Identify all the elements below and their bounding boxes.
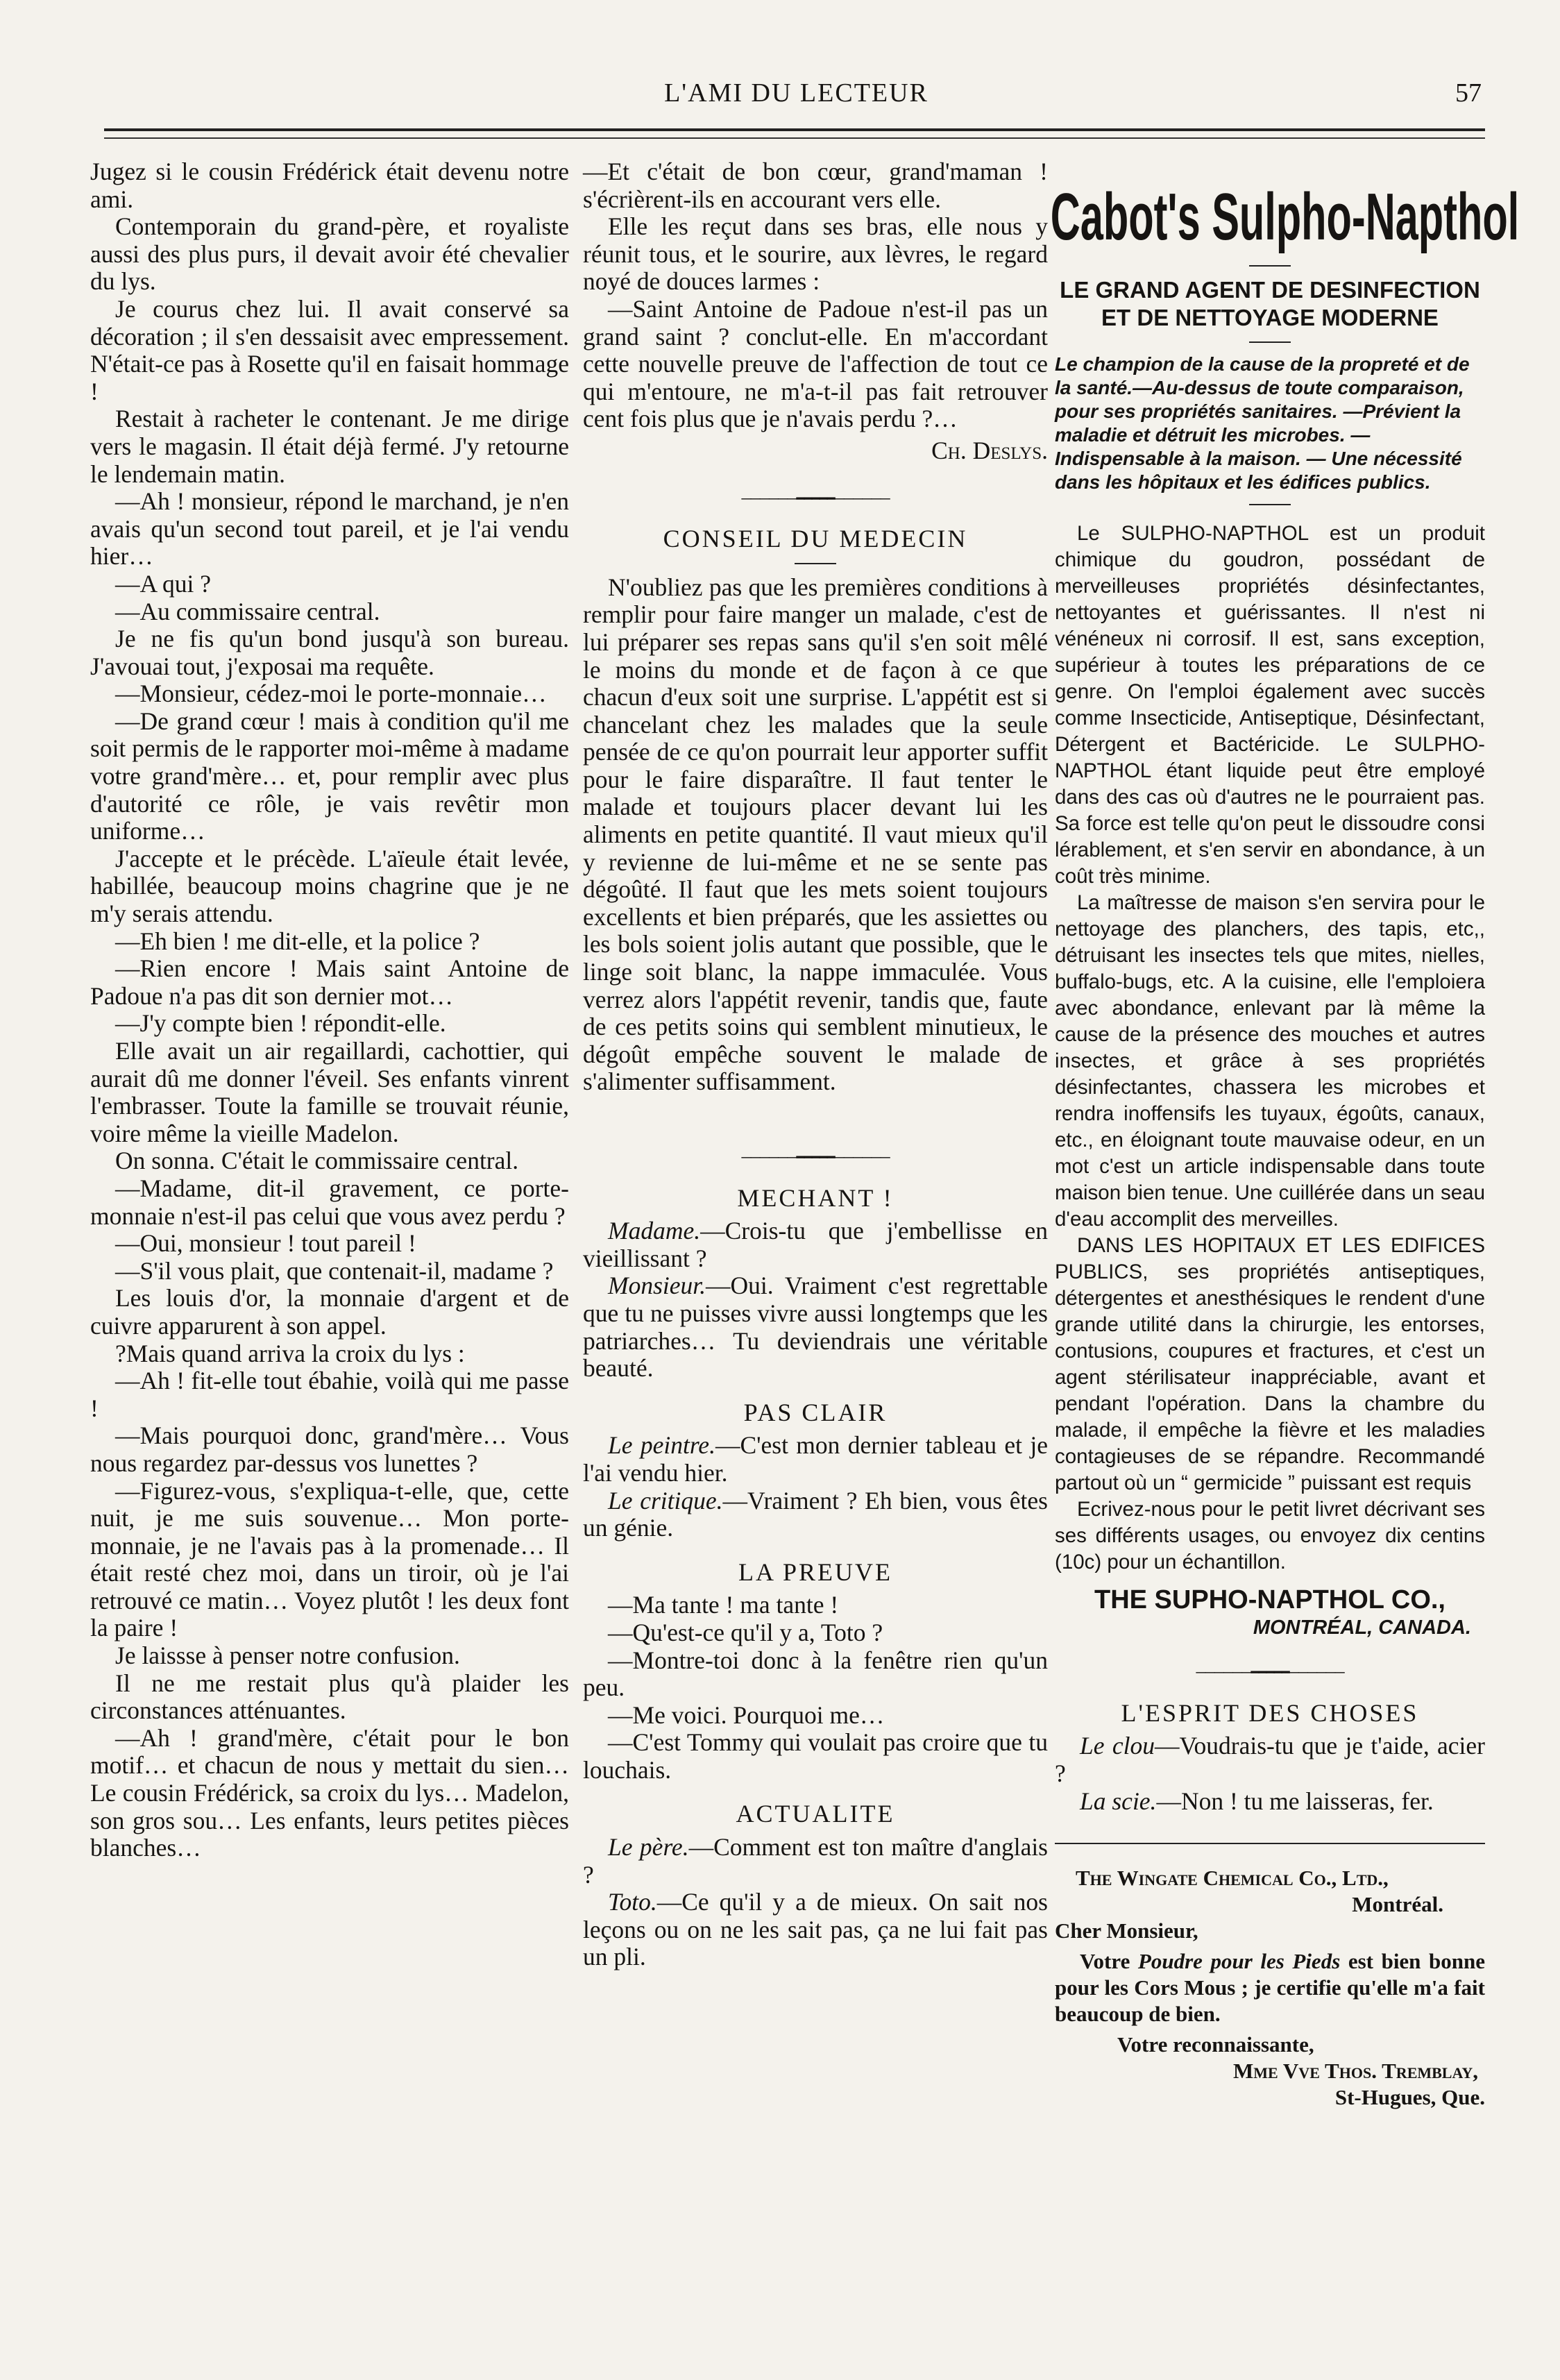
pasclair-line-1: Le peintre.—C'est mon dernier tableau et je l'ai vendu hier.: [583, 1431, 1048, 1487]
paragraph: Les louis d'or, la monnaie d'argent et de cuivre apparurent à son appel.: [90, 1284, 569, 1340]
testimonial-signer-city: St-Hugues, Que.: [1334, 2085, 1485, 2110]
speaker: Le clou: [1080, 1732, 1155, 1760]
paragraph: Je laissse à penser notre confusion.: [115, 1641, 460, 1670]
section-divider: [1055, 1843, 1485, 1844]
speaker: Toto.: [608, 1888, 657, 1916]
paragraph: —A qui ?: [115, 569, 212, 598]
speaker: La scie.: [1080, 1787, 1157, 1815]
paragraph: —Au commissaire central.: [115, 597, 380, 625]
mechant-line-1: Madame.—Crois-tu que j'embellisse en vieillissant ?: [583, 1217, 1048, 1272]
paragraph: —Ma tante ! ma tante !: [608, 1591, 839, 1619]
actualite-line-1: Le père.—Comment est ton maître d'anglais ?: [583, 1833, 1048, 1889]
paragraph: —Montre-toi donc à la fenêtre rien qu'un peu.: [583, 1646, 1048, 1702]
paragraph: —Me voici. Pourquoi me…: [608, 1700, 885, 1729]
running-title: L'AMI DU LECTEUR: [664, 78, 929, 108]
title-underline: [1249, 265, 1291, 267]
paragraph: La maîtresse de maison s'en servira pour le nettoyage des planchers, des tapis, etc,, détruisant les insectes tels que mites, nielles, buffalo-bugs, etc. A la cuisine, elle l'emploiera avec abondance, enlevant par là même la cause de la présence des mouches et autres insectes, et grâce à ses propriétés désinfectantes, chassera les microbes et rendra inoffensifs les tuyaux, égoûts, canaux, etc., en éloignant toute mauvaise odeur, en un mot c'est un article indispensable dans toute maison bien tenue. Une cuillérée dans un seau d'eau accomplit des merveilles.: [1055, 891, 1485, 1231]
paragraph: Elle avait un air regaillardi, cachottier, qui aurait dû me donner l'éveil. Ses enfants vinrent l'embrasser. Toute la famille se trouvait réunie, voire même la vieille Madelon.: [90, 1037, 569, 1147]
story-column-left: [90, 158, 569, 1862]
paragraph: J'accepte et le précède. L'aïeule était levée, habillée, beaucoup moins chagrine que je ne m'y serais attendu.: [90, 844, 569, 928]
paragraph: —Monsieur, cédez-moi le porte-monnaie…: [115, 680, 547, 708]
paragraph: —Et c'était de bon cœur, grand'maman ! s'écrièrent-ils en accourant vers elle.: [583, 158, 1048, 213]
ad-city: MONTRÉAL, CANADA.: [1253, 1616, 1471, 1639]
testimonial-signer: Mme Vve Thos. Tremblay,: [1233, 2059, 1478, 2084]
section-ornament: ──────━━━━━──────: [741, 1150, 890, 1165]
ad-lead: Le champion de la cause de la propreté et de la santé.—Au-dessus de toute comparaison, pour ses propriétés sanitaires. —Prévient la maladie et détruit les microbes. — Indispensable à la maison. — Une nécessité dans les hôpitaux et les édifices publics.: [1055, 353, 1470, 493]
advert-column: [1050, 158, 1520, 2111]
speaker: Le critique.: [608, 1486, 723, 1514]
section-ornament: ──────━━━━━──────: [741, 491, 890, 507]
title-underline: [795, 563, 836, 564]
paragraph: Elle les reçut dans ses bras, elle nous y réunit tous, et le sourire, aux lèvres, le regard noyé de douces larmes :: [583, 212, 1048, 296]
pasclair-title: PAS CLAIR: [743, 1398, 888, 1426]
page-number: 57: [1455, 78, 1482, 108]
paragraph: —Madame, dit-il gravement, ce porte-monnaie n'est-il pas celui que vous avez perdu ?: [90, 1174, 569, 1230]
esprit-line-1: Le clou—Voudrais-tu que je t'aide, acier ?: [1055, 1732, 1486, 1787]
page-header: [104, 78, 1489, 119]
section-ornament: ──────━━━━━──────: [1196, 1665, 1344, 1681]
mechant-title: MECHANT !: [737, 1183, 894, 1212]
header-rule-thick: [104, 128, 1485, 131]
paragraph: —Saint Antoine de Padoue n'est-il pas un grand saint ? conclut-elle. En m'accordant cette nouvelle preuve de l'affection de tout ce qui m'entoure, ne m'a-t-il pas fait retrouver cent fois plus que je n'avais perdu ?…: [583, 294, 1048, 433]
conseil-title: CONSEIL DU MEDECIN: [663, 525, 968, 553]
ad-company: THE SUPHO-NAPTHOL CO.,: [1094, 1585, 1445, 1614]
paragraph: —Figurez-vous, s'expliqua-t-elle, que, cette nuit, je me suis souvenue… Mon porte-monnaie, je ne l'avais pas à la promenade… Il était resté chez moi, dans un tiroir, où je l'ai retrouvé ce matin… Voyez plutôt ! les deux font la paire !: [90, 1476, 569, 1642]
speaker: Le peintre.: [608, 1431, 715, 1460]
paragraph: Je courus chez lui. Il avait conservé sa décoration ; il s'en dessaisit avec empressement. N'était-ce pas à Rosette qu'il en faisait hommage !: [90, 294, 570, 405]
brand-logo: Cabot's Sulpho-Napthol: [1050, 180, 1520, 254]
mechant-line-2: Monsieur.—Oui. Vraiment c'est regrettable que tu ne puisses vivre aussi longtemps que les patriarches… Tu deviendrais une véritable beauté.: [583, 1272, 1048, 1383]
paragraph: —Eh bien ! me dit-elle, et la police ?: [115, 927, 480, 955]
preuve-title: LA PREUVE: [738, 1558, 892, 1586]
paragraph: Il ne me restait plus qu'à plaider les circonstances atténuantes.: [90, 1669, 569, 1725]
testimonial: [1055, 1865, 1485, 2111]
testimonial-closing: Votre reconnaissante,: [1117, 2032, 1314, 2057]
paragraph: ?Mais quand arriva la croix du lys :: [115, 1339, 465, 1367]
paragraph: Jugez si le cousin Frédérick était devenu notre ami.: [90, 158, 569, 213]
paragraph: Contemporain du grand-père, et royaliste aussi des plus purs, il devait avoir été chevalier du lys.: [90, 212, 569, 296]
title-underline: [1249, 341, 1291, 343]
story-conclusion: [583, 158, 1048, 433]
paragraph: —Ah ! fit-elle tout ébahie, voilà qui me passe !: [90, 1367, 569, 1422]
actualite-line-2: Toto.—Ce qu'il y a de mieux. On sait nos leçons ou on ne les sait pas, ça ne lui fait pas un pli.: [583, 1888, 1048, 1971]
paragraph: —Mais pourquoi donc, grand'mère… Vous nous regardez par-dessus vos lunettes ?: [90, 1421, 569, 1477]
paragraph: —S'il vous plait, que contenait-il, madame ?: [115, 1256, 554, 1285]
header-rule-thin: [104, 137, 1485, 139]
paragraph: —Oui, monsieur ! tout pareil !: [115, 1229, 416, 1258]
paragraph: —Rien encore ! Mais saint Antoine de Padoue n'a pas dit son dernier mot…: [90, 954, 569, 1010]
paragraph: Restait à racheter le contenant. Je me dirige vers le magasin. Il était déjà fermé. J'y retourne le lendemain matin.: [90, 405, 569, 488]
paragraph: —Ah ! grand'mère, c'était pour le bon motif… et chacun de nous y mettait du sien… Le cousin Frédérick, sa croix du lys… Madelon, son gros sou… Les enfants, leurs petites pièces blanches…: [90, 1723, 569, 1862]
title-underline: [1249, 504, 1291, 505]
ad-body: [1055, 521, 1485, 1576]
testimonial-addressee: The Wingate Chemical Co., Ltd.,: [1076, 1866, 1389, 1891]
paragraph: —Ah ! monsieur, répond le marchand, je n'en avais qu'un second tout pareil, et je l'ai vendu hier…: [90, 487, 569, 571]
paragraph: Ecrivez-nous pour le petit livret décrivant ses ses différents usages, ou envoyez dix centins (10c) pour un échantillon.: [1055, 1498, 1485, 1573]
pasclair-line-2: Le critique.—Vraiment ? Eh bien, vous êtes un génie.: [583, 1486, 1048, 1542]
testimonial-salutation: Cher Monsieur,: [1055, 1918, 1198, 1943]
story-signature: Ch. Deslys.: [931, 436, 1048, 464]
ad-headline: LE GRAND AGENT DE DESINFECTION ET DE NETTOYAGE MODERNE: [1060, 277, 1480, 330]
paragraph: —J'y compte bien ! répondit-elle.: [115, 1009, 446, 1038]
paragraph: Je ne fis qu'un bond jusqu'à son bureau. J'avouai tout, j'exposai ma requête.: [90, 625, 569, 680]
paragraph: On sonna. C'était le commissaire central.: [115, 1147, 519, 1175]
middle-column: [583, 158, 1048, 1971]
actualite-title: ACTUALITE: [736, 1800, 895, 1828]
paragraph: —De grand cœur ! mais à condition qu'il me soit permis de le rapporter moi-même à madame votre grand'mère… et, pour remplir avec plus d'autorité ce rôle, je vais revêtir mon uniforme…: [90, 707, 569, 845]
preuve-dialogue: [583, 1592, 1048, 1784]
paragraph: Le SULPHO-NAPTHOL est un produit chimique du goudron, possédant de merveilleuses propriétés désinfectantes, nettoyantes et guérissantes. Il n'est ni vénéneux ni corrosif. Il est, sans exception, supérieur à toutes les préparations de ce genre. On l'emploi également avec succès comme Insecticide, Antiseptique, Désinfectant, Détergent et Bactéricide. Le SULPHO-NAPTHOL étant liquide peut être employé dans des cas où d'autres ne le pourraient pas. Sa force est telle qu'on peut le dissoudre consi lérablement, et s'en servir en abondance, à un coût très minime.: [1055, 522, 1485, 888]
testimonial-body: Votre Poudre pour les Pieds est bien bonne pour les Cors Mous ; je certifie qu'elle m'a fait beaucoup de bien.: [1055, 1949, 1485, 2027]
testimonial-addressee-city: Montréal.: [1352, 1892, 1443, 1917]
paragraph: —Qu'est-ce qu'il y a, Toto ?: [608, 1618, 883, 1646]
speaker: Madame.: [608, 1217, 701, 1245]
paragraph: DANS LES HOPITAUX ET LES EDIFICES PUBLICS, ses propriétés antiseptiques, détergentes et anesthésiques le rendent d'une grande utilité dans la chirurgie, les entorses, contusions, coupures et fractures, et c'est un agent stérilisateur inappréciable, avant et pendant l'opération. Dans la chambre du malade, il empêche la fièvre et les maladies contagieuses de se répandre. Recommandé partout où un “ germicide ” puissant est requis: [1055, 1234, 1485, 1494]
speaker: Le père.: [608, 1833, 689, 1862]
paragraph: —C'est Tommy qui voulait pas croire que tu louchais.: [583, 1728, 1048, 1784]
esprit-title: L'ESPRIT DES CHOSES: [1121, 1698, 1419, 1727]
esprit-line-2: La scie.—Non ! tu me laisseras, fer.: [1080, 1787, 1434, 1815]
conseil-text: N'oubliez pas que les premières conditions à remplir pour faire manger un malade, c'est de lui préparer ses repas sans qu'il s'en soit mêlé le moins du monde et de façon à ce que chacun d'eux soit une surprise. L'appétit est si chancelant chez les malades que la seule pensée de ce qu'on pourrait leur apporter suffit pour le faire disparaître. Il faut tenter le malade et toujours placer devant lui les aliments en petite quantité. Il vaut mieux qu'il y revienne de lui-même et ne se sente pas dégoûté. Il faut que les mets soient toujours excellents et bien préparés, que les assiettes ou les bols soient jolis autant que possible, que le linge soit blanc, la nappe immaculée. Vous verrez alors l'appétit revenir, tandis que, faute de ces petits soins qui semblent minutieux, le dégoût empêche souvent le malade de s'alimenter suffisamment.: [583, 573, 1048, 1096]
speaker: Monsieur.: [608, 1272, 706, 1300]
